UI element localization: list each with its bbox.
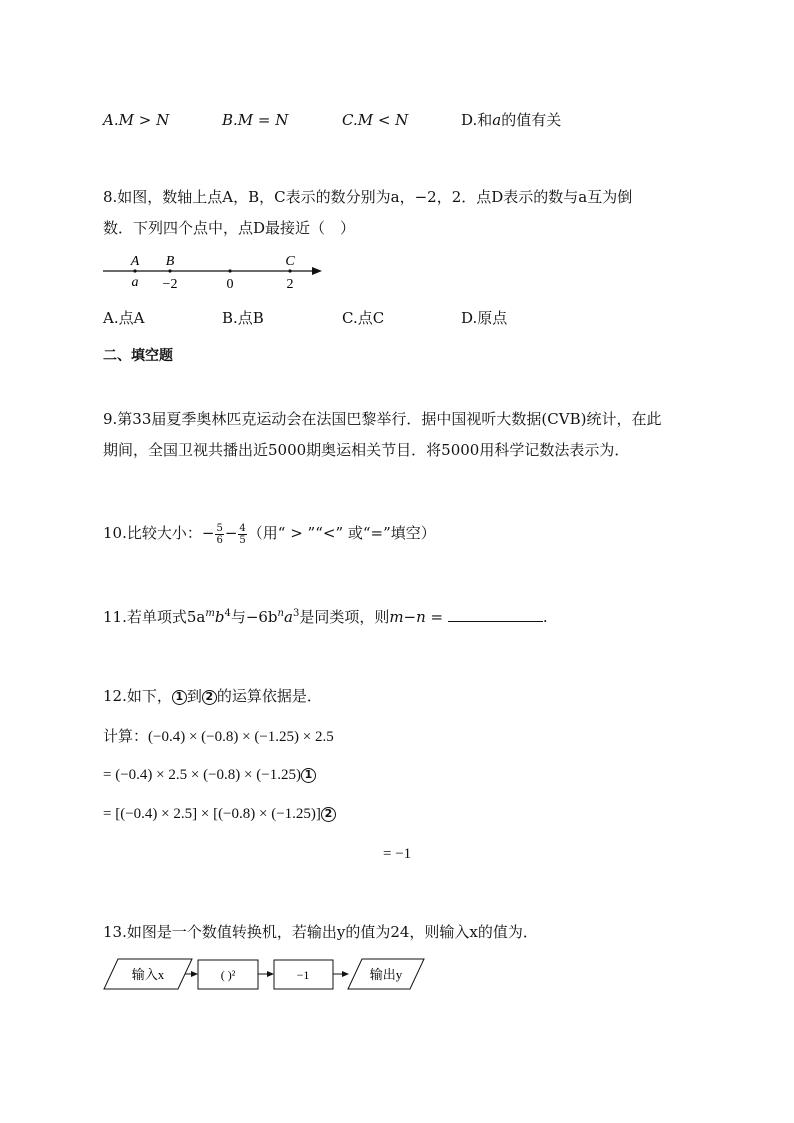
- q8-option-a: A.点A: [103, 309, 145, 327]
- q13-text: 13.如图是一个数值转换机，若输出y的值为24，则输入x的值为．: [103, 923, 538, 941]
- label-point-a: A: [130, 254, 140, 269]
- q12-result: = −1: [383, 846, 412, 862]
- q12-calc-line: 计算：(−0.4) × (−0.8) × (−1.25) × 2.5: [103, 727, 334, 745]
- label-value-2: 2: [286, 277, 294, 292]
- q9-text-line2: 期间，全国卫视共播出近5000期奥运相关节目．将5000用科学记数法表示为．: [103, 441, 630, 459]
- flow-input-label: 输入x: [131, 967, 165, 982]
- q12-step2: = [(−0.4) × 2.5] × [(−0.8) × (−1.25)] 2: [103, 804, 336, 824]
- circled-2-icon: 2: [202, 690, 217, 705]
- label-value-0: 0: [226, 277, 234, 292]
- origin-dot: [228, 269, 231, 272]
- q7-option-c: C.M < N: [342, 111, 409, 129]
- q10-text: 10.比较大小：− $\frac{5}{6}$ − $\frac{4}{5}$ （用“ > ”“<” 或“=”填空）: [103, 522, 436, 546]
- section-title: 二、填空题: [103, 348, 173, 364]
- point-c-dot: [288, 269, 291, 272]
- arrow-icon: [191, 971, 198, 977]
- conversion-machine-flowchart: [100, 955, 430, 995]
- q8-text-line2: 数．下列四个点中，点D最接近（ ）: [103, 219, 356, 237]
- circled-2-icon: 2: [321, 807, 336, 822]
- number-line-arrow-icon: [312, 267, 322, 275]
- q11-text: 11.若单项式$5a^mb^4$与$-6b^na^3$是同类项，则m−n = .: [103, 608, 548, 626]
- flow-minus-label: −1: [296, 968, 310, 982]
- q8-text-line1: 8.如图，数轴上点A，B，C表示的数分别为a，−2，2．点D表示的数与a互为倒: [103, 188, 633, 206]
- number-line-figure: [100, 250, 330, 295]
- q8-option-c: C.点C: [342, 309, 385, 327]
- arrow-icon: [342, 971, 349, 977]
- q12-step1: = (−0.4) × 2.5 × (−0.8) × (−1.25) 1: [103, 765, 316, 785]
- flow-output-label: 输出y: [369, 967, 403, 982]
- q8-option-d: D.原点: [461, 309, 508, 327]
- fraction-5-6: $\frac{5}{6}$: [216, 522, 223, 546]
- arrow-icon: [267, 971, 274, 977]
- point-a-dot: [133, 269, 136, 272]
- q9-text-line1: 9.第33届夏季奥林匹克运动会在法国巴黎举行．据中国视听大数据(CVB)统计，在此: [103, 410, 662, 428]
- flow-square-label: ( )²: [220, 968, 236, 982]
- label-value-a: a: [131, 275, 139, 290]
- answer-blank: [448, 607, 543, 622]
- q12-text: 12.如下， 1 到 2 的运算依据是．: [103, 687, 322, 705]
- q7-option-b: B.M = N: [222, 111, 289, 129]
- circled-1-icon: 1: [172, 690, 187, 705]
- label-point-b: B: [165, 254, 175, 269]
- fraction-4-5: $\frac{4}{5}$: [239, 522, 246, 546]
- circled-1-icon: 1: [301, 768, 316, 783]
- point-b-dot: [168, 269, 171, 272]
- label-point-c: C: [285, 254, 295, 269]
- q8-option-b: B.点B: [222, 309, 264, 327]
- q7-option-a: A.M > N: [103, 111, 170, 129]
- label-value-neg2: −2: [162, 277, 178, 292]
- q7-option-d: D.和a的值有关: [461, 111, 562, 129]
